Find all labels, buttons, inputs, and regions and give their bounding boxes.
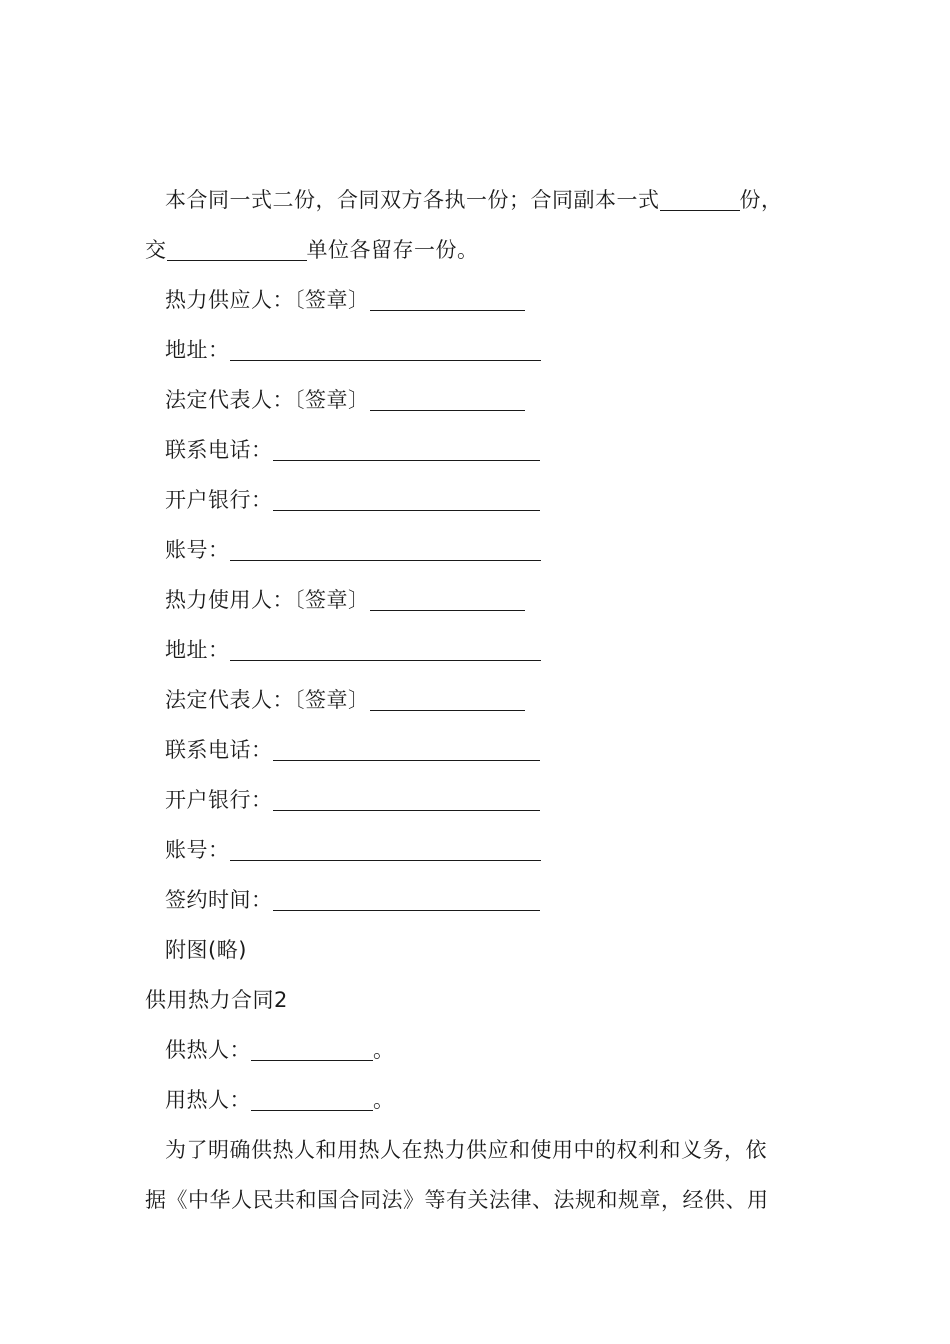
- heat-user-label: 用热人：: [165, 1088, 251, 1112]
- supplier-rep-label: 法定代表人：〔签章〕: [165, 388, 370, 412]
- heat-user-row: [165, 1084, 810, 1116]
- copies-clause-units: 单位各留存一份。: [306, 238, 479, 262]
- purpose-paragraph-line-1: 为了明确供热人和用热人在热力供应和使用中的权利和义务，依: [165, 1138, 767, 1162]
- user-account-blank: [230, 838, 541, 861]
- contract-2-title: 供用热力合同2: [145, 988, 288, 1012]
- supplier-address-row: [165, 334, 810, 366]
- supplier-account-blank: [230, 538, 541, 561]
- supplier-phone-blank: [273, 438, 540, 461]
- user-rep-row: [165, 684, 810, 716]
- supplier-rep-blank: [370, 388, 525, 411]
- supplier-address-blank: [230, 338, 541, 361]
- deliver-unit-blank: [167, 238, 307, 261]
- heat-user-period: 。: [373, 1088, 395, 1112]
- heat-supplier-row: [165, 1034, 810, 1066]
- heat-user-blank: [251, 1088, 373, 1111]
- sign-time-blank: [273, 888, 540, 911]
- supplier-account-row: [165, 534, 810, 566]
- user-address-row: [165, 634, 810, 666]
- user-account-label: 账号：: [165, 838, 230, 862]
- heat-supplier-label: 供热人：: [165, 1038, 251, 1062]
- supplier-bank-row: [165, 484, 810, 516]
- user-bank-blank: [273, 788, 540, 811]
- copies-clause-text: 本合同一式二份，合同双方各执一份；合同副本一式: [165, 188, 660, 212]
- heat-supplier-period: 。: [373, 1038, 395, 1062]
- user-bank-label: 开户银行：: [165, 788, 273, 812]
- user-account-row: [165, 834, 810, 866]
- user-phone-blank: [273, 738, 540, 761]
- user-rep-blank: [370, 688, 525, 711]
- supplier-rep-row: [165, 384, 810, 416]
- supplier-phone-label: 联系电话：: [165, 438, 273, 462]
- copies-clause-line-1: [165, 184, 810, 216]
- supplier-sign-blank: [370, 288, 525, 311]
- user-rep-label: 法定代表人：〔签章〕: [165, 688, 370, 712]
- supplier-phone-row: [165, 434, 810, 466]
- user-sign-row: [165, 584, 810, 616]
- user-bank-row: [165, 784, 810, 816]
- supplier-sign-label: 热力供应人：〔签章〕: [165, 288, 370, 312]
- copies-clause-line-2: [145, 234, 810, 266]
- copies-clause-text-end: 份，: [739, 188, 783, 212]
- supplier-bank-blank: [273, 488, 540, 511]
- supplier-sign-row: [165, 284, 810, 316]
- supplier-address-label: 地址：: [165, 338, 230, 362]
- copies-clause-deliver: 交: [145, 238, 167, 262]
- purpose-paragraph-line-2: 据《中华人民共和国合同法》等有关法律、法规和规章，经供、用: [145, 1188, 769, 1212]
- user-sign-label: 热力使用人：〔签章〕: [165, 588, 370, 612]
- user-address-blank: [230, 638, 541, 661]
- copies-count-blank: [660, 188, 740, 211]
- attachment-note: 附图(略): [165, 938, 247, 962]
- sign-time-label: 签约时间：: [165, 888, 273, 912]
- sign-time-row: [165, 884, 810, 916]
- user-phone-label: 联系电话：: [165, 738, 273, 762]
- user-sign-blank: [370, 588, 525, 611]
- user-address-label: 地址：: [165, 638, 230, 662]
- user-phone-row: [165, 734, 810, 766]
- heat-supplier-blank: [251, 1038, 373, 1061]
- supplier-account-label: 账号：: [165, 538, 230, 562]
- supplier-bank-label: 开户银行：: [165, 488, 273, 512]
